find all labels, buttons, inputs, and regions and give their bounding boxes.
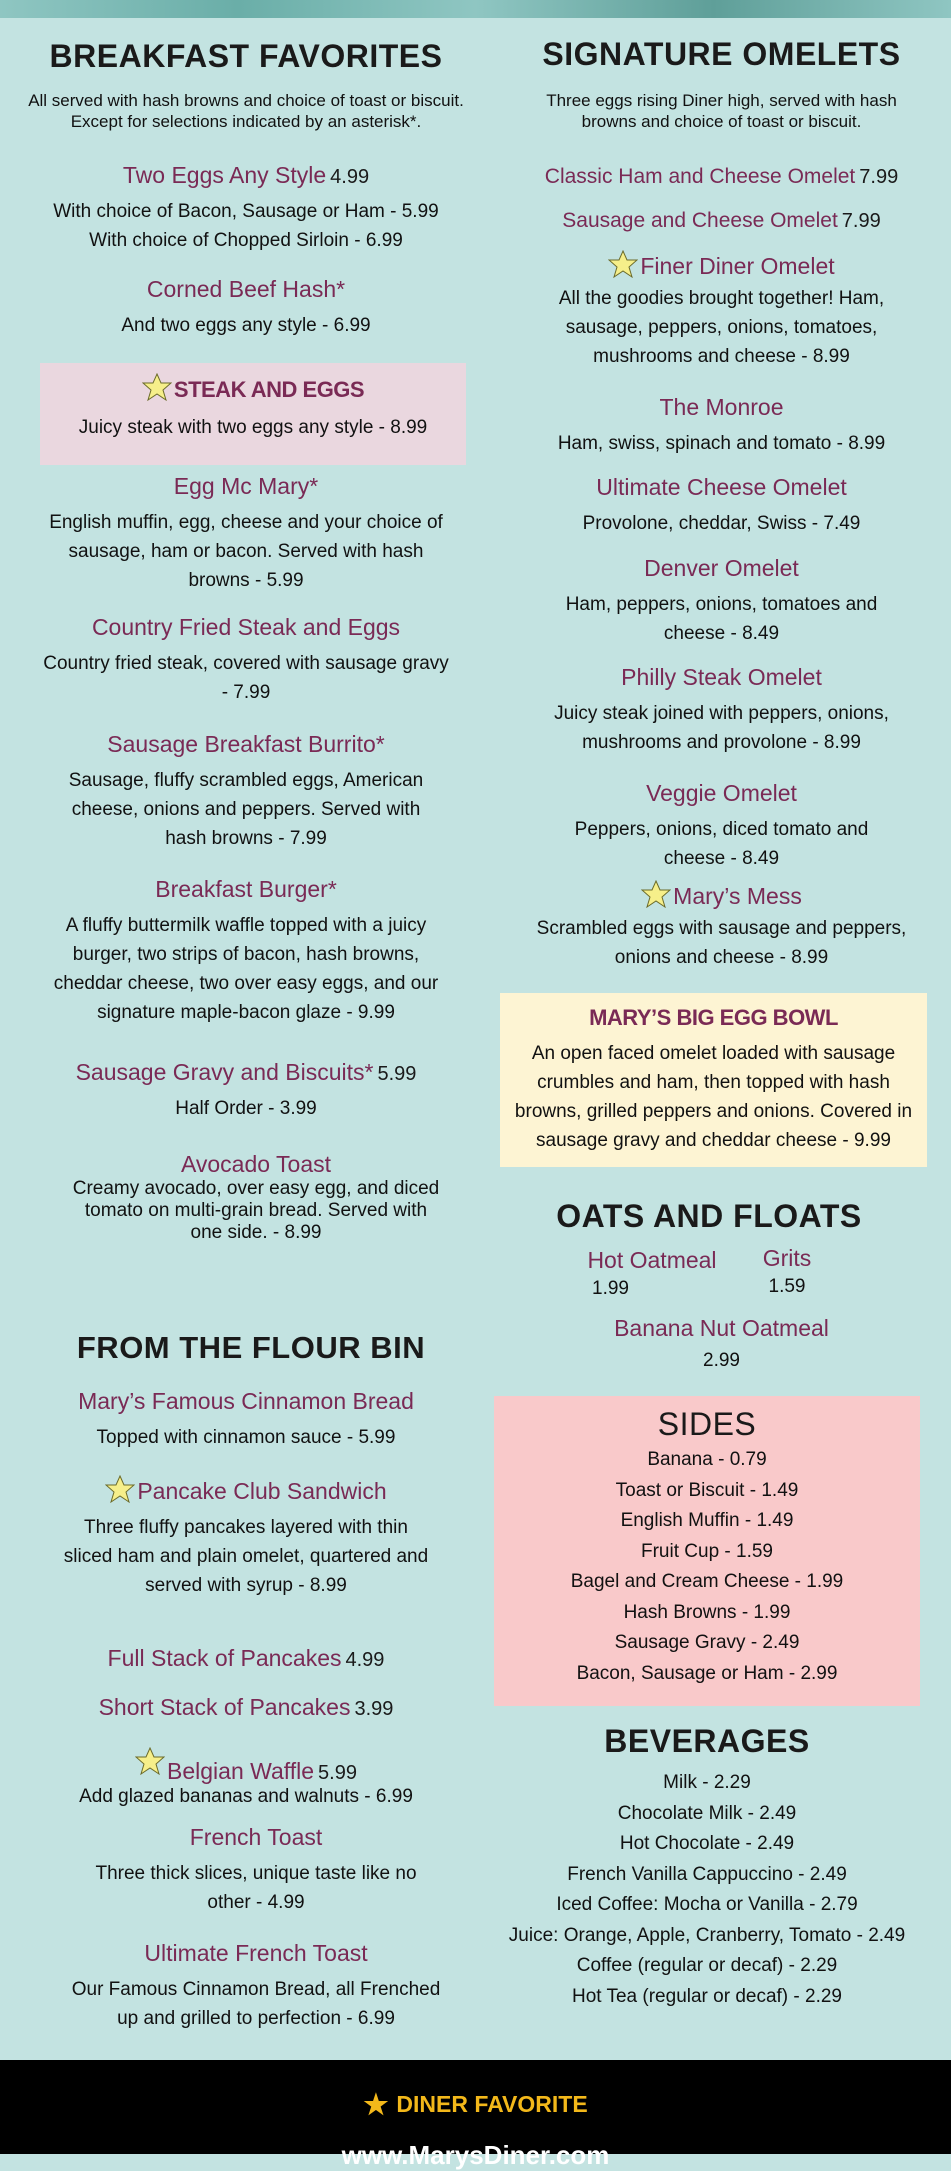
item-name: Two Eggs Any Style bbox=[122, 162, 327, 188]
item-desc: Half Order - 3.99 bbox=[175, 1098, 317, 1119]
menu-item-corned-beef bbox=[0, 276, 492, 340]
side-item: Bagel and Cream Cheese - 1.99 bbox=[570, 1571, 844, 1592]
item-desc: Scrambled eggs with sausage and peppers, onions and cheese - 8.99 bbox=[536, 918, 907, 968]
breakfast-title: BREAKFAST FAVORITES bbox=[49, 38, 443, 74]
item-desc: Ham, swiss, spinach and tomato - 8.99 bbox=[557, 433, 886, 454]
oats-title: OATS AND FLOATS bbox=[556, 1198, 862, 1234]
menu-item-marys-mess bbox=[492, 880, 951, 972]
star-icon bbox=[135, 1747, 165, 1775]
menu-item-country-fried bbox=[40, 614, 452, 707]
item-name: MARY’S BIG EGG BOWL bbox=[589, 1005, 838, 1030]
menu-item-avocado-toast bbox=[70, 1151, 442, 1244]
star-icon: ★ bbox=[363, 2089, 389, 2120]
item-name: Sausage and Cheese Omelet bbox=[562, 209, 838, 232]
item-price: 4.99 bbox=[330, 166, 370, 188]
item-desc: Three thick slices, unique taste like no other - 4.99 bbox=[95, 1863, 417, 1913]
side-item: Banana - 0.79 bbox=[647, 1449, 767, 1470]
menu-item-grits bbox=[752, 1245, 822, 1301]
menu-item-denver bbox=[552, 555, 891, 648]
menu-item-belgian-waffle bbox=[0, 1747, 492, 1809]
item-desc: Three fluffy pancakes layered with thin sliced ham and plain omelet, quartered and served with syrup - 8.99 bbox=[63, 1517, 429, 1596]
item-name: Egg Mc Mary* bbox=[173, 473, 319, 499]
menu-item-banana-nut bbox=[492, 1315, 951, 1375]
item-name: Sausage Breakfast Burrito* bbox=[107, 731, 385, 757]
item-price: 1.99 bbox=[592, 1278, 629, 1299]
item-name: Short Stack of Pancakes bbox=[98, 1694, 351, 1720]
item-price: 7.99 bbox=[859, 166, 899, 188]
item-name: Ultimate French Toast bbox=[144, 1940, 368, 1966]
item-name: Classic Ham and Cheese Omelet bbox=[544, 165, 856, 188]
menu-item-monroe bbox=[492, 394, 951, 458]
item-name: Ultimate Cheese Omelet bbox=[596, 474, 847, 500]
omelets-title: SIGNATURE OMELETS bbox=[542, 36, 901, 72]
star-icon bbox=[142, 373, 172, 401]
item-price: 2.99 bbox=[703, 1350, 740, 1371]
item-desc: Topped with cinnamon sauce - 5.99 bbox=[96, 1427, 396, 1448]
item-desc: Juicy steak with two eggs any style - 8.99 bbox=[78, 417, 428, 438]
menu-item-pancake-club bbox=[60, 1475, 432, 1600]
beverage-item: Iced Coffee: Mocha or Vanilla - 2.79 bbox=[556, 1894, 858, 1915]
star-icon bbox=[105, 1475, 135, 1503]
sides-box bbox=[494, 1396, 920, 1706]
item-name: Country Fried Steak and Eggs bbox=[91, 614, 401, 640]
menu-item-finer-diner bbox=[532, 250, 911, 371]
item-desc: A fluffy buttermilk waffle topped with a juicy burger, two strips of bacon, hash browns, cheddar cheese, two over easy eggs, and our signature maple-bacon glaze - 9.99 bbox=[53, 915, 439, 1023]
beverages-list bbox=[492, 1768, 922, 2012]
website-link[interactable]: www.MarysDiner.com bbox=[341, 2140, 610, 2170]
item-price: 3.99 bbox=[354, 1698, 394, 1720]
item-name: French Toast bbox=[189, 1824, 323, 1850]
item-name: STEAK AND EGGS bbox=[173, 377, 365, 402]
menu-item-ultimate-cheese bbox=[492, 474, 951, 538]
breakfast-intro: All served with hash browns and choice of toast or biscuit. Except for selections indicated by an asterisk*. bbox=[28, 91, 464, 131]
item-name: Corned Beef Hash* bbox=[146, 276, 346, 302]
item-desc: Ham, peppers, onions, tomatoes and cheese - 8.49 bbox=[565, 594, 878, 644]
beverage-item: Coffee (regular or decaf) - 2.29 bbox=[576, 1955, 838, 1976]
item-desc: Provolone, cheddar, Swiss - 7.49 bbox=[582, 513, 861, 534]
beverages-title: BEVERAGES bbox=[604, 1723, 810, 1759]
menu-item-egg-mc-mary bbox=[40, 473, 452, 595]
item-desc: With choice of Chopped Sirloin - 6.99 bbox=[89, 230, 403, 251]
menu-item-cinnamon-bread bbox=[0, 1388, 492, 1452]
item-desc: Country fried steak, covered with sausage gravy - 7.99 bbox=[43, 653, 449, 703]
featured-box-egg-bowl bbox=[500, 993, 927, 1167]
item-name: Mary’s Famous Cinnamon Bread bbox=[78, 1388, 414, 1414]
beverage-item: Chocolate Milk - 2.49 bbox=[617, 1802, 797, 1824]
beverage-item: French Vanilla Cappuccino - 2.49 bbox=[567, 1863, 847, 1885]
footer bbox=[0, 2060, 951, 2170]
sides-list bbox=[494, 1445, 920, 1689]
star-icon bbox=[641, 880, 671, 908]
item-desc: Our Famous Cinnamon Bread, all Frenched up and grilled to perfection - 6.99 bbox=[71, 1979, 441, 2029]
item-price: 5.99 bbox=[318, 1762, 357, 1784]
item-name: Sausage Gravy and Biscuits* bbox=[75, 1059, 374, 1085]
item-desc: All the goodies brought together! Ham, sausage, peppers, onions, tomatoes, mushrooms and cheese - 8.99 bbox=[558, 288, 885, 367]
item-price: 1.59 bbox=[768, 1276, 806, 1297]
item-desc: Add glazed bananas and walnuts - 6.99 bbox=[79, 1786, 413, 1807]
item-name: Breakfast Burger* bbox=[155, 876, 337, 902]
side-item: Sausage Gravy - 2.49 bbox=[614, 1632, 800, 1653]
item-desc: Creamy avocado, over easy egg, and diced tomato on multi-grain bread. Served with one side. - 8.99 bbox=[72, 1178, 440, 1243]
item-name: Hot Oatmeal bbox=[587, 1247, 717, 1273]
item-price: 7.99 bbox=[841, 210, 881, 232]
item-desc: With choice of Bacon, Sausage or Ham - 5.99 bbox=[53, 201, 439, 222]
item-name: Philly Steak Omelet bbox=[621, 664, 822, 690]
diner-favorite-legend bbox=[0, 2088, 951, 2121]
omelets-intro: Three eggs rising Diner high, served with hash browns and choice of toast or biscuit. bbox=[546, 91, 897, 131]
menu-item-philly bbox=[512, 664, 931, 757]
menu-item-gravy-biscuits bbox=[0, 1059, 492, 1123]
item-name: Denver Omelet bbox=[644, 555, 799, 581]
beverage-item: Milk - 2.29 bbox=[663, 1772, 751, 1793]
item-price: 5.99 bbox=[377, 1063, 417, 1085]
item-desc: Juicy steak joined with peppers, onions, mushrooms and provolone - 8.99 bbox=[554, 703, 889, 753]
beverage-item: Hot Chocolate - 2.49 bbox=[619, 1833, 795, 1854]
item-desc: An open faced omelet loaded with sausage crumbles and ham, then topped with hash browns, grilled peppers and onions. Covered in sausage gravy and cheddar cheese - 9.99 bbox=[514, 1043, 913, 1151]
menu-item-short-stack bbox=[0, 1694, 492, 1721]
menu-item-burrito bbox=[50, 731, 442, 853]
menu-item-two-eggs bbox=[0, 162, 492, 255]
menu-item-full-stack bbox=[0, 1645, 492, 1672]
side-item: Hash Browns - 1.99 bbox=[623, 1601, 791, 1623]
item-name: Finer Diner Omelet bbox=[640, 253, 835, 279]
flour-title: FROM THE FLOUR BIN bbox=[76, 1330, 426, 1365]
item-price: 4.99 bbox=[345, 1649, 385, 1671]
menu-item-sausage-omelet bbox=[492, 209, 951, 233]
item-desc: Sausage, fluffy scrambled eggs, American cheese, onions and peppers. Served with hash browns - 7.99 bbox=[68, 770, 424, 849]
item-name: Full Stack of Pancakes bbox=[107, 1645, 342, 1671]
side-item: Fruit Cup - 1.59 bbox=[641, 1540, 773, 1562]
item-name: Grits bbox=[762, 1245, 812, 1271]
beverage-item: Juice: Orange, Apple, Cranberry, Tomato - 2.49 bbox=[508, 1924, 906, 1946]
menu-item-hot-oatmeal bbox=[587, 1247, 717, 1303]
menu-item-veggie bbox=[552, 780, 891, 873]
item-name: Avocado Toast bbox=[180, 1151, 332, 1177]
item-name: Banana Nut Oatmeal bbox=[614, 1315, 829, 1341]
item-name: Belgian Waffle bbox=[167, 1758, 315, 1784]
star-icon bbox=[608, 250, 638, 278]
item-name: Veggie Omelet bbox=[646, 780, 797, 806]
item-name: Mary’s Mess bbox=[673, 883, 802, 909]
side-item: English Muffin - 1.49 bbox=[620, 1510, 794, 1531]
side-item: Toast or Biscuit - 1.49 bbox=[615, 1479, 799, 1501]
item-desc: And two eggs any style - 6.99 bbox=[121, 315, 371, 336]
item-name: The Monroe bbox=[659, 394, 784, 420]
item-name: Pancake Club Sandwich bbox=[137, 1478, 387, 1504]
beverage-item: Hot Tea (regular or decaf) - 2.29 bbox=[571, 1985, 842, 2007]
item-desc: English muffin, egg, cheese and your choice of sausage, ham or bacon. Served with hash browns - 5.99 bbox=[49, 512, 443, 591]
side-item: Bacon, Sausage or Ham - 2.99 bbox=[576, 1662, 838, 1684]
featured-box-steak-eggs bbox=[40, 363, 466, 465]
top-banner-strip bbox=[0, 0, 951, 18]
menu-item-classic-omelet bbox=[492, 165, 951, 189]
menu-item-french-toast bbox=[90, 1824, 422, 1917]
menu-item-breakfast-burger bbox=[40, 876, 452, 1027]
item-desc: Peppers, onions, diced tomato and cheese - 8.49 bbox=[574, 819, 869, 869]
sides-title: SIDES bbox=[657, 1406, 757, 1442]
legend-label: DINER FAVORITE bbox=[396, 2091, 588, 2117]
menu-item-ultimate-french-toast bbox=[60, 1940, 452, 2033]
